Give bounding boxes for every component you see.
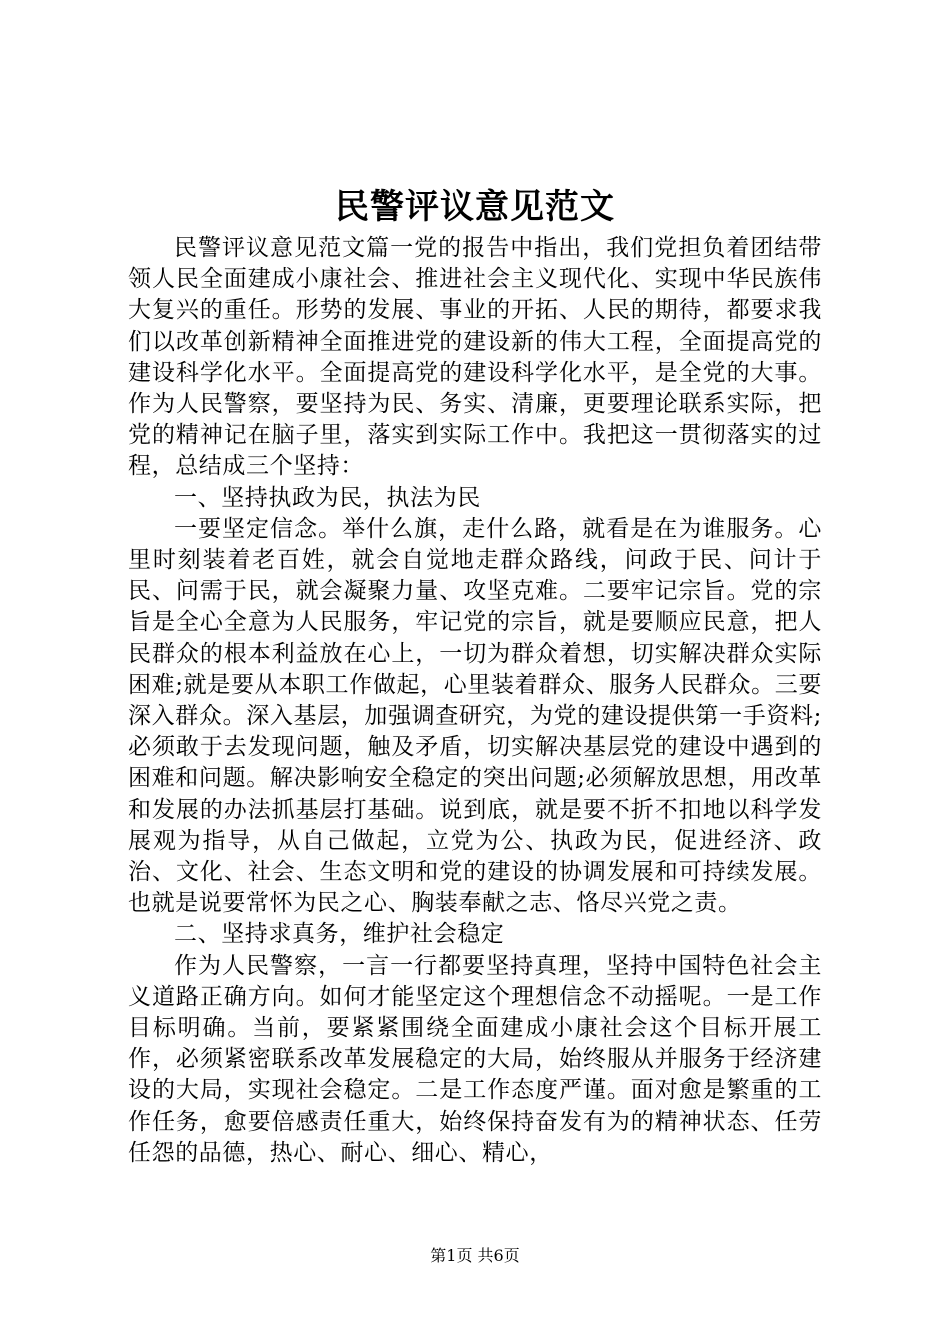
section-heading-2: 二、坚持求真务，维护社会稳定: [174, 921, 505, 948]
document-title: 民警评议意见范文: [335, 187, 615, 227]
section-1-paragraph: 一要坚定信念。举什么旗，走什么路，就看是在为谁服务。心里时刻装着老百姓，就会自觉地走群众路线，问政于民、问计于民、问需于民，就会凝聚力量、攻坚克难。二要牢记宗旨。党的宗旨是全心全意为人民服务，牢记党的宗旨，就是要顺应民意，把人民群众的根本利益放在心上，一切为群众着想，切实解决群众实际困难;就是要从本职工作做起，心里装着群众、服务人民群众。三要深入群众。深入基层，加强调查研究，为党的建设提供第一手资料;必须敢于去发现问题，触及矛盾，切实解决基层党的建设中遇到的困难和问题。解决影响安全稳定的突出问题;必须解放思想，用改革和发展的办法抓基层打基础。说到底，就是要不折不扣地以科学发展观为指导，从自己做起，立党为公、执政为民，促进经济、政治、文化、社会、生态文明和党的建设的协调发展和可持续发展。也就是说要常怀为民之心、胸装奉献之志、恪尽兴党之责。: [128, 515, 822, 917]
section-heading-1: 一、坚持执政为民，执法为民: [174, 484, 481, 511]
page-footer: 第1页 共6页: [430, 1246, 520, 1265]
document-body: [128, 233, 822, 1169]
intro-paragraph: 民警评议意见范文篇一党的报告中指出，我们党担负着团结带领人民全面建成小康社会、推进社会主义现代化、实现中华民族伟大复兴的重任。形势的发展、事业的开拓、人民的期待，都要求我们以改革创新精神全面推进党的建设新的伟大工程，全面提高党的建设科学化水平。全面提高党的建设科学化水平，是全党的大事。作为人民警察，要坚持为民、务实、清廉，更要理论联系实际，把党的精神记在脑子里，落实到实际工作中。我把这一贯彻落实的过程，总结成三个坚持：: [128, 235, 822, 480]
section-2-paragraph: 作为人民警察，一言一行都要坚持真理，坚持中国特色社会主义道路正确方向。如何才能坚定这个理想信念不动摇呢。一是工作目标明确。当前，要紧紧围绕全面建成小康社会这个目标开展工作，必须紧密联系改革发展稳定的大局，始终服从并服务于经济建设的大局，实现社会稳定。二是工作态度严谨。面对愈是繁重的工作任务，愈要倍感责任重大，始终保持奋发有为的精神状态、任劳任怨的品德，热心、耐心、细心、精心，: [128, 952, 822, 1166]
